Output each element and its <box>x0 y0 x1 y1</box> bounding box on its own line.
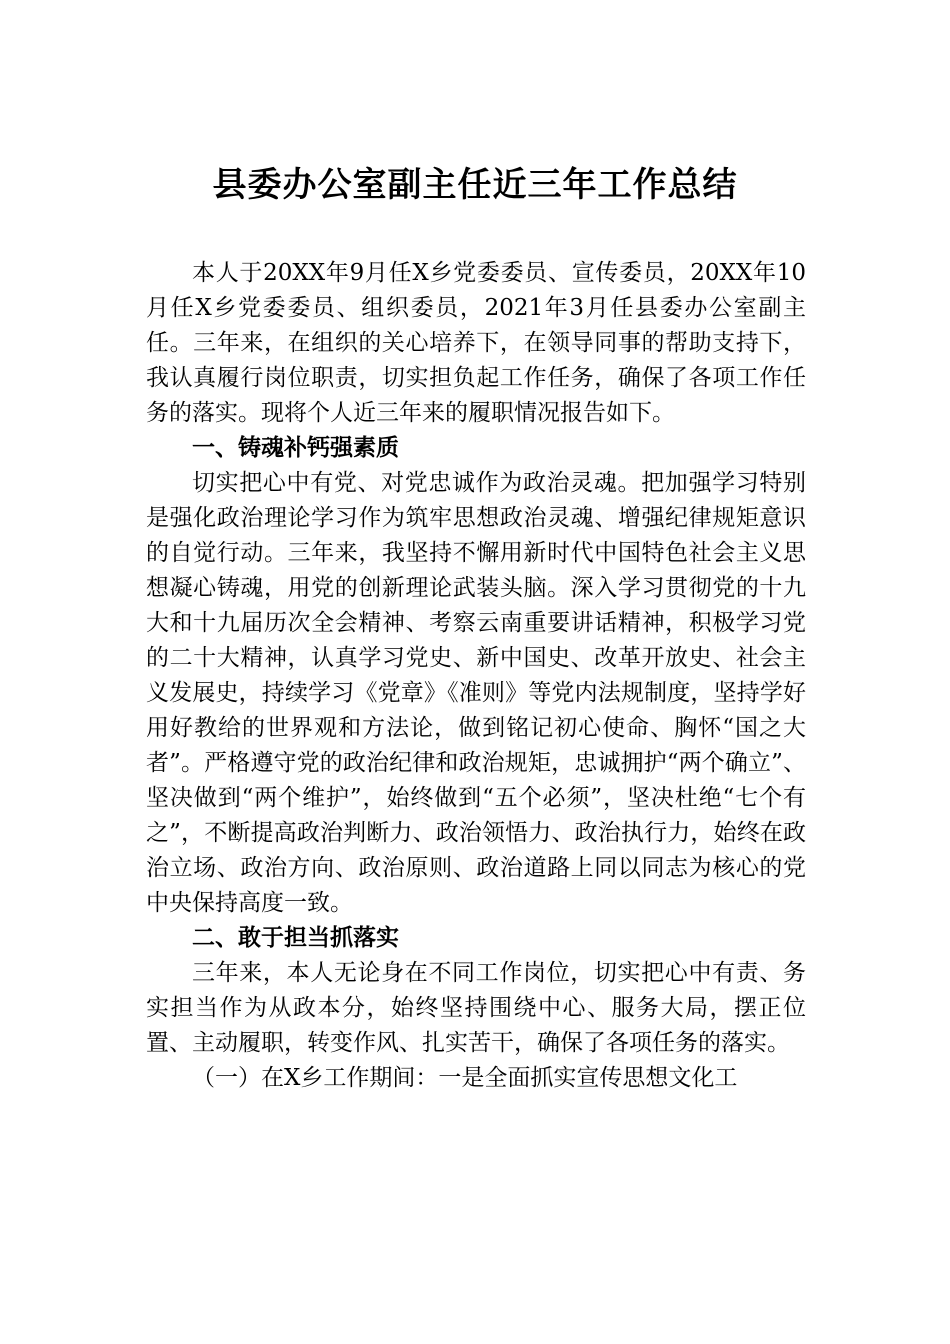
intro-paragraph: 本人于20XX年9月任X乡党委委员、宣传委员，20XX年10月任X乡党委委员、组织委员，2021年3月任县委办公室副主任。三年来，在组织的关心培养下，在领导同事的帮助支持下，我认真履行岗位职责，切实担负起工作任务，确保了各项工作任务的落实。现将个人近三年来的履职情况报告如下。 <box>146 260 806 426</box>
section-heading-1: 一、铸魂补钙强素质 <box>192 435 399 461</box>
section-heading-2: 二、敢于担当抓落实 <box>192 925 399 951</box>
section-2-paragraph: 三年来，本人无论身在不同工作岗位，切实把心中有责、务实担当作为从政本分，始终坚持围绕中心、服务大局，摆正位置、主动履职，转变作风、扎实苦干，确保了各项任务的落实。 <box>146 960 806 1056</box>
document-body <box>146 256 806 1096</box>
section-1-paragraph: 切实把心中有党、对党忠诚作为政治灵魂。把加强学习特别是强化政治理论学习作为筑牢思想政治灵魂、增强纪律规矩意识的自觉行动。三年来，我坚持不懈用新时代中国特色社会主义思想凝心铸魂，用党的创新理论武装头脑。深入学习贯彻党的十九大和十九届历次全会精神、考察云南重要讲话精神，积极学习党的二十大精神，认真学习党史、新中国史、改革开放史、社会主义发展史，持续学习《党章》《准则》等党内法规制度，坚持学好用好教给的世界观和方法论，做到铭记初心使命、胸怀“国之大者”。严格遵守党的政治纪律和政治规矩，忠诚拥护“两个确立”、坚决做到“两个维护”，始终做到“五个必须”，坚决杜绝“七个有之”，不断提高政治判断力、政治领悟力、政治执行力，始终在政治立场、政治方向、政治原则、政治道路上同以同志为核心的党中央保持高度一致。 <box>146 470 806 916</box>
subsection-1-line: （一）在X乡工作期间：一是全面抓实宣传思想文化工 <box>192 1065 738 1091</box>
document-title: 县委办公室副主任近三年工作总结 <box>212 165 738 205</box>
